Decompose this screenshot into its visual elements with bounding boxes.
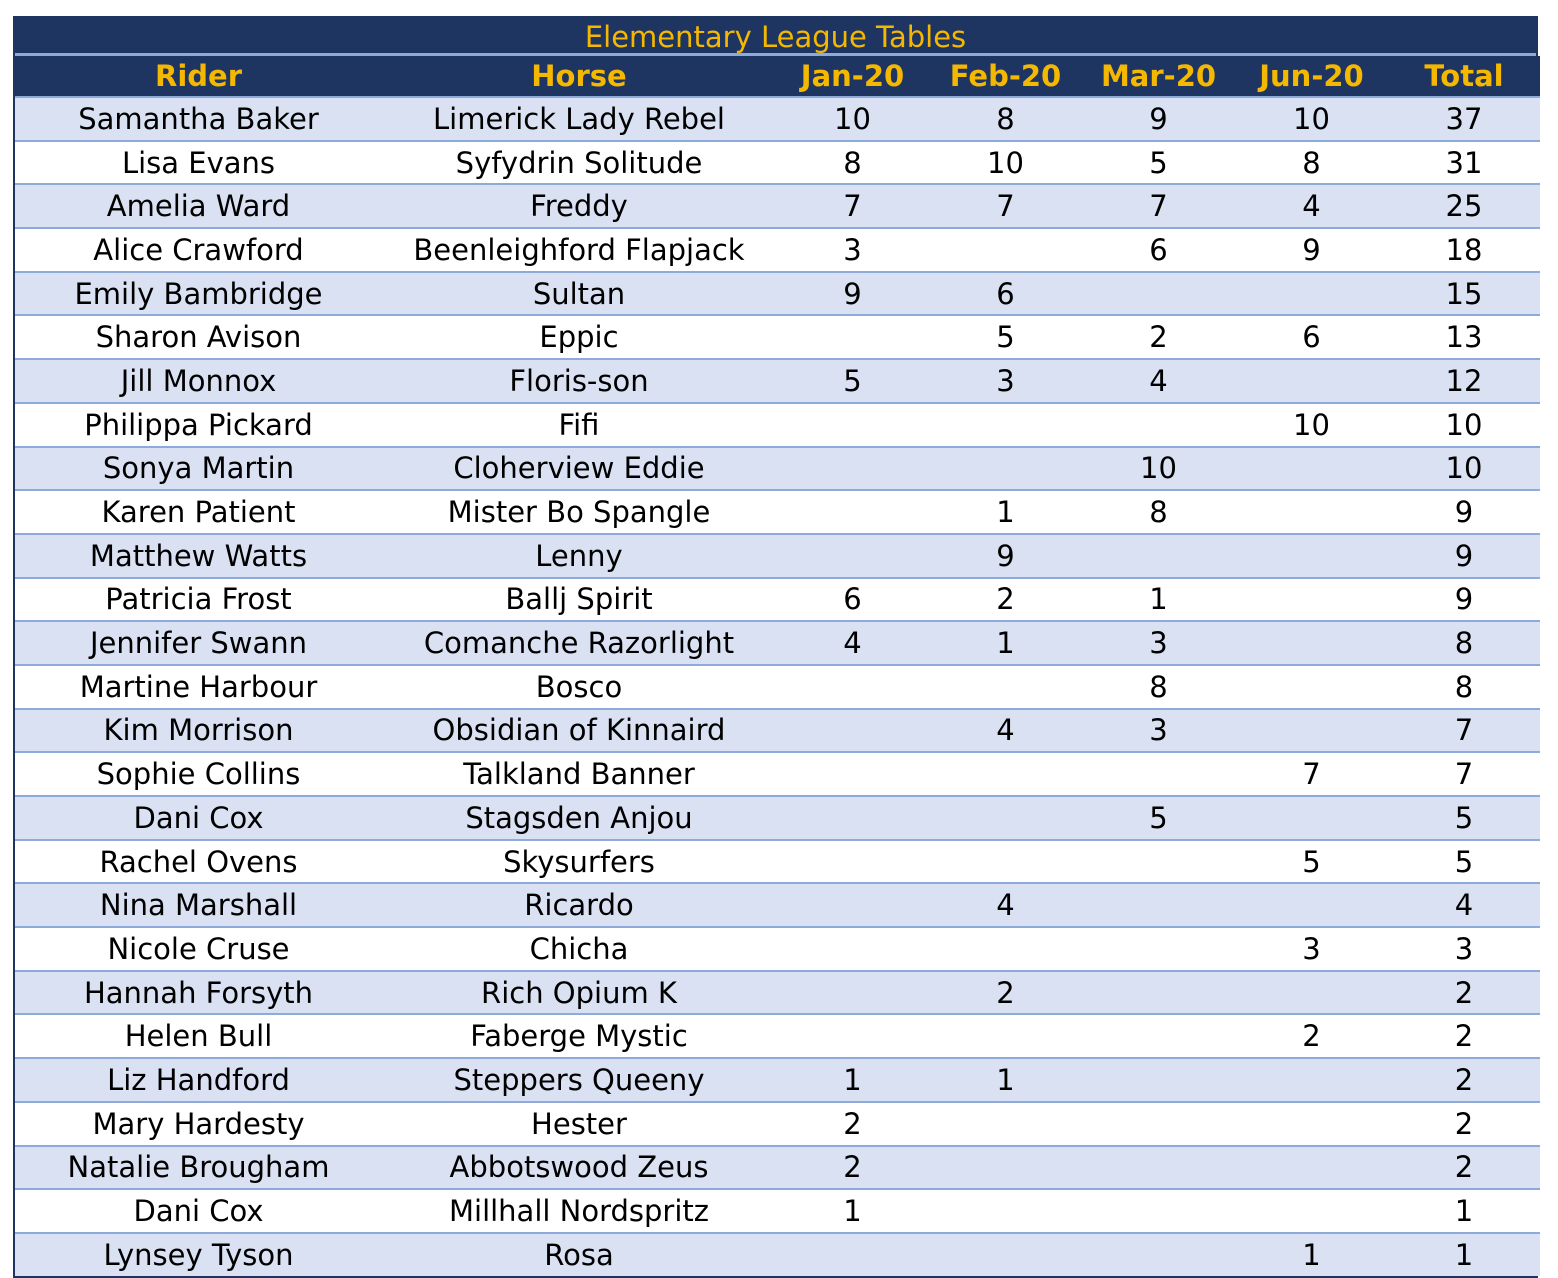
- cell-rider: Lisa Evans: [15, 141, 382, 185]
- cell-jan-20: 9: [776, 272, 929, 316]
- cell-feb-20: 10: [929, 141, 1082, 185]
- cell-horse: Limerick Lady Rebel: [382, 97, 776, 141]
- table-row: [15, 1189, 1540, 1233]
- cell-rider: Patricia Frost: [15, 578, 382, 622]
- cell-mar-20: [1082, 1014, 1235, 1058]
- table-row: [15, 184, 1540, 228]
- cell-total: 10: [1388, 447, 1540, 491]
- cell-jan-20: 4: [776, 621, 929, 665]
- cell-feb-20: [929, 1233, 1082, 1276]
- cell-rider: Lynsey Tyson: [15, 1233, 382, 1276]
- table-row: [15, 752, 1540, 796]
- cell-rider: Karen Patient: [15, 490, 382, 534]
- cell-jan-20: [776, 447, 929, 491]
- cell-mar-20: [1082, 1102, 1235, 1146]
- cell-feb-20: 9: [929, 534, 1082, 578]
- cell-horse: Faberge Mystic: [382, 1014, 776, 1058]
- cell-mar-20: [1082, 883, 1235, 927]
- cell-horse: Obsidian of Kinnaird: [382, 709, 776, 753]
- cell-jan-20: [776, 883, 929, 927]
- cell-rider: Martine Harbour: [15, 665, 382, 709]
- cell-feb-20: [929, 927, 1082, 971]
- cell-jan-20: [776, 840, 929, 884]
- cell-jan-20: [776, 1014, 929, 1058]
- table-row: [15, 883, 1540, 927]
- cell-mar-20: [1082, 1189, 1235, 1233]
- table-row: [15, 97, 1540, 141]
- cell-mar-20: 8: [1082, 490, 1235, 534]
- cell-jun-20: [1235, 534, 1388, 578]
- cell-feb-20: 3: [929, 359, 1082, 403]
- table-row: [15, 1233, 1540, 1276]
- cell-total: 2: [1388, 971, 1540, 1015]
- cell-rider: Liz Handford: [15, 1058, 382, 1102]
- cell-rider: Samantha Baker: [15, 97, 382, 141]
- table-row: [15, 534, 1540, 578]
- cell-feb-20: [929, 796, 1082, 840]
- table-row: [15, 359, 1540, 403]
- cell-rider: Natalie Brougham: [15, 1146, 382, 1190]
- cell-mar-20: [1082, 840, 1235, 884]
- cell-horse: Eppic: [382, 315, 776, 359]
- cell-feb-20: [929, 447, 1082, 491]
- cell-feb-20: [929, 403, 1082, 447]
- cell-horse: Floris-son: [382, 359, 776, 403]
- cell-jan-20: [776, 534, 929, 578]
- cell-jan-20: [776, 665, 929, 709]
- cell-feb-20: [929, 1014, 1082, 1058]
- cell-total: 3: [1388, 927, 1540, 971]
- cell-rider: Alice Crawford: [15, 228, 382, 272]
- cell-feb-20: 8: [929, 97, 1082, 141]
- cell-rider: Emily Bambridge: [15, 272, 382, 316]
- cell-horse: Mister Bo Spangle: [382, 490, 776, 534]
- table-row: [15, 447, 1540, 491]
- cell-total: 9: [1388, 578, 1540, 622]
- cell-jun-20: [1235, 1058, 1388, 1102]
- cell-jan-20: [776, 315, 929, 359]
- cell-jan-20: 6: [776, 578, 929, 622]
- cell-horse: Fifi: [382, 403, 776, 447]
- table-row: [15, 621, 1540, 665]
- cell-jun-20: 8: [1235, 141, 1388, 185]
- cell-jun-20: 9: [1235, 228, 1388, 272]
- cell-total: 1: [1388, 1233, 1540, 1276]
- cell-total: 8: [1388, 665, 1540, 709]
- cell-mar-20: [1082, 1058, 1235, 1102]
- cell-feb-20: 4: [929, 883, 1082, 927]
- cell-horse: Ricardo: [382, 883, 776, 927]
- cell-total: 2: [1388, 1102, 1540, 1146]
- cell-horse: Steppers Queeny: [382, 1058, 776, 1102]
- cell-mar-20: 4: [1082, 359, 1235, 403]
- table-row: [15, 1146, 1540, 1190]
- cell-horse: Ballj Spirit: [382, 578, 776, 622]
- cell-rider: Amelia Ward: [15, 184, 382, 228]
- cell-horse: Skysurfers: [382, 840, 776, 884]
- cell-rider: Matthew Watts: [15, 534, 382, 578]
- cell-jun-20: [1235, 272, 1388, 316]
- cell-rider: Jill Monnox: [15, 359, 382, 403]
- cell-mar-20: 5: [1082, 796, 1235, 840]
- cell-jun-20: 6: [1235, 315, 1388, 359]
- cell-mar-20: 5: [1082, 141, 1235, 185]
- cell-rider: Rachel Ovens: [15, 840, 382, 884]
- cell-jun-20: [1235, 490, 1388, 534]
- cell-total: 7: [1388, 752, 1540, 796]
- table-row: [15, 272, 1540, 316]
- cell-jun-20: [1235, 971, 1388, 1015]
- header-rider: Rider: [15, 56, 382, 97]
- cell-horse: Syfydrin Solitude: [382, 141, 776, 185]
- cell-feb-20: [929, 1102, 1082, 1146]
- cell-mar-20: 2: [1082, 315, 1235, 359]
- table-row: [15, 709, 1540, 753]
- table-row: [15, 796, 1540, 840]
- cell-rider: Sonya Martin: [15, 447, 382, 491]
- cell-mar-20: 3: [1082, 709, 1235, 753]
- cell-jun-20: [1235, 709, 1388, 753]
- cell-mar-20: [1082, 1233, 1235, 1276]
- cell-rider: Sharon Avison: [15, 315, 382, 359]
- cell-jun-20: 2: [1235, 1014, 1388, 1058]
- table-title: Elementary League Tables: [15, 18, 1536, 56]
- table-row: [15, 840, 1540, 884]
- cell-jun-20: 10: [1235, 403, 1388, 447]
- cell-jan-20: 5: [776, 359, 929, 403]
- cell-mar-20: 3: [1082, 621, 1235, 665]
- cell-total: 8: [1388, 621, 1540, 665]
- header-feb-20: Feb-20: [929, 56, 1082, 97]
- cell-feb-20: 4: [929, 709, 1082, 753]
- cell-jan-20: 3: [776, 228, 929, 272]
- cell-feb-20: 1: [929, 1058, 1082, 1102]
- cell-jun-20: 7: [1235, 752, 1388, 796]
- cell-jan-20: [776, 490, 929, 534]
- cell-horse: Lenny: [382, 534, 776, 578]
- cell-feb-20: [929, 1189, 1082, 1233]
- cell-total: 2: [1388, 1058, 1540, 1102]
- cell-mar-20: 7: [1082, 184, 1235, 228]
- cell-jun-20: 3: [1235, 927, 1388, 971]
- table-row: [15, 1102, 1540, 1146]
- cell-feb-20: 2: [929, 578, 1082, 622]
- cell-horse: Beenleighford Flapjack: [382, 228, 776, 272]
- cell-horse: Millhall Nordspritz: [382, 1189, 776, 1233]
- cell-rider: Hannah Forsyth: [15, 971, 382, 1015]
- cell-total: 12: [1388, 359, 1540, 403]
- cell-mar-20: 8: [1082, 665, 1235, 709]
- cell-total: 2: [1388, 1014, 1540, 1058]
- cell-jan-20: 2: [776, 1102, 929, 1146]
- cell-total: 13: [1388, 315, 1540, 359]
- cell-jun-20: [1235, 447, 1388, 491]
- league-table-panel: [13, 16, 1538, 1278]
- cell-jan-20: 8: [776, 141, 929, 185]
- cell-jan-20: 1: [776, 1189, 929, 1233]
- table-row: [15, 403, 1540, 447]
- cell-jan-20: 1: [776, 1058, 929, 1102]
- cell-horse: Chicha: [382, 927, 776, 971]
- cell-mar-20: 10: [1082, 447, 1235, 491]
- cell-mar-20: [1082, 272, 1235, 316]
- cell-jan-20: 2: [776, 1146, 929, 1190]
- cell-horse: Cloherview Eddie: [382, 447, 776, 491]
- table-row: [15, 141, 1540, 185]
- cell-mar-20: [1082, 752, 1235, 796]
- cell-total: 9: [1388, 490, 1540, 534]
- cell-total: 37: [1388, 97, 1540, 141]
- table-row: [15, 490, 1540, 534]
- table-row: [15, 927, 1540, 971]
- cell-jan-20: [776, 752, 929, 796]
- table-row: [15, 1014, 1540, 1058]
- cell-mar-20: [1082, 1146, 1235, 1190]
- cell-horse: Sultan: [382, 272, 776, 316]
- cell-feb-20: [929, 1146, 1082, 1190]
- cell-feb-20: [929, 840, 1082, 884]
- table-row: [15, 971, 1540, 1015]
- cell-mar-20: [1082, 971, 1235, 1015]
- cell-rider: Mary Hardesty: [15, 1102, 382, 1146]
- cell-jun-20: 5: [1235, 840, 1388, 884]
- cell-horse: Talkland Banner: [382, 752, 776, 796]
- cell-jan-20: [776, 796, 929, 840]
- cell-jun-20: 1: [1235, 1233, 1388, 1276]
- cell-horse: Rosa: [382, 1233, 776, 1276]
- cell-horse: Rich Opium K: [382, 971, 776, 1015]
- cell-feb-20: [929, 228, 1082, 272]
- cell-total: 18: [1388, 228, 1540, 272]
- cell-total: 31: [1388, 141, 1540, 185]
- cell-horse: Stagsden Anjou: [382, 796, 776, 840]
- cell-total: 25: [1388, 184, 1540, 228]
- header-jun-20: Jun-20: [1235, 56, 1388, 97]
- cell-mar-20: [1082, 927, 1235, 971]
- cell-jun-20: [1235, 578, 1388, 622]
- cell-total: 2: [1388, 1146, 1540, 1190]
- cell-feb-20: 1: [929, 621, 1082, 665]
- cell-rider: Nicole Cruse: [15, 927, 382, 971]
- header-total: Total: [1388, 56, 1540, 97]
- cell-rider: Helen Bull: [15, 1014, 382, 1058]
- cell-rider: Jennifer Swann: [15, 621, 382, 665]
- cell-feb-20: 5: [929, 315, 1082, 359]
- cell-mar-20: 9: [1082, 97, 1235, 141]
- cell-total: 4: [1388, 883, 1540, 927]
- cell-horse: Freddy: [382, 184, 776, 228]
- cell-rider: Dani Cox: [15, 796, 382, 840]
- cell-jun-20: [1235, 665, 1388, 709]
- cell-feb-20: 2: [929, 971, 1082, 1015]
- cell-total: 9: [1388, 534, 1540, 578]
- cell-horse: Comanche Razorlight: [382, 621, 776, 665]
- cell-mar-20: 6: [1082, 228, 1235, 272]
- cell-total: 5: [1388, 840, 1540, 884]
- cell-total: 5: [1388, 796, 1540, 840]
- cell-mar-20: [1082, 534, 1235, 578]
- cell-feb-20: 7: [929, 184, 1082, 228]
- cell-total: 7: [1388, 709, 1540, 753]
- cell-total: 1: [1388, 1189, 1540, 1233]
- table-row: [15, 578, 1540, 622]
- cell-jan-20: [776, 709, 929, 753]
- header-jan-20: Jan-20: [776, 56, 929, 97]
- cell-jan-20: [776, 927, 929, 971]
- cell-horse: Hester: [382, 1102, 776, 1146]
- table-row: [15, 1058, 1540, 1102]
- cell-jan-20: 7: [776, 184, 929, 228]
- cell-jun-20: [1235, 1146, 1388, 1190]
- cell-rider: Sophie Collins: [15, 752, 382, 796]
- cell-jan-20: 10: [776, 97, 929, 141]
- cell-feb-20: 1: [929, 490, 1082, 534]
- cell-jan-20: [776, 971, 929, 1015]
- cell-rider: Dani Cox: [15, 1189, 382, 1233]
- cell-feb-20: 6: [929, 272, 1082, 316]
- cell-jan-20: [776, 1233, 929, 1276]
- cell-jun-20: [1235, 796, 1388, 840]
- league-table: [15, 56, 1540, 1276]
- cell-total: 15: [1388, 272, 1540, 316]
- cell-jan-20: [776, 403, 929, 447]
- cell-jun-20: 10: [1235, 97, 1388, 141]
- cell-jun-20: [1235, 1189, 1388, 1233]
- cell-jun-20: [1235, 359, 1388, 403]
- cell-rider: Nina Marshall: [15, 883, 382, 927]
- header-row: [15, 56, 1540, 97]
- cell-rider: Kim Morrison: [15, 709, 382, 753]
- header-horse: Horse: [382, 56, 776, 97]
- cell-mar-20: 1: [1082, 578, 1235, 622]
- cell-feb-20: [929, 665, 1082, 709]
- cell-horse: Bosco: [382, 665, 776, 709]
- cell-jun-20: [1235, 621, 1388, 665]
- cell-jun-20: [1235, 883, 1388, 927]
- cell-mar-20: [1082, 403, 1235, 447]
- cell-jun-20: 4: [1235, 184, 1388, 228]
- cell-total: 10: [1388, 403, 1540, 447]
- table-body: [15, 97, 1540, 1276]
- table-row: [15, 228, 1540, 272]
- cell-jun-20: [1235, 1102, 1388, 1146]
- cell-feb-20: [929, 752, 1082, 796]
- cell-horse: Abbotswood Zeus: [382, 1146, 776, 1190]
- cell-rider: Philippa Pickard: [15, 403, 382, 447]
- table-row: [15, 665, 1540, 709]
- header-mar-20: Mar-20: [1082, 56, 1235, 97]
- table-row: [15, 315, 1540, 359]
